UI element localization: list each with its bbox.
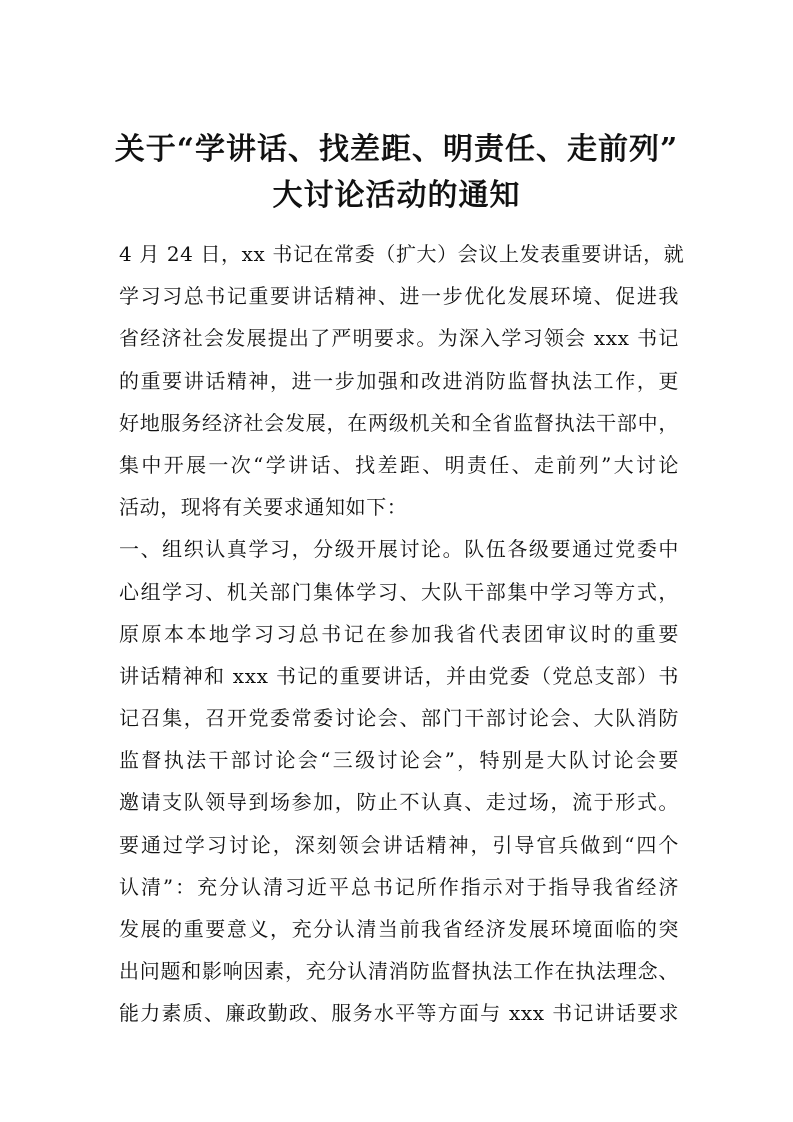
body-line: 好地服务经济社会发展，在两级机关和全省监督执法干部中， — [119, 410, 679, 435]
body-line: 活动，现将有关要求通知如下： — [119, 495, 408, 520]
body-line: 4 月 24 日，xx 书记在常委（扩大）会议上发表重要讲话，就 — [119, 242, 685, 266]
document-title-line-1: 关于“学讲话、找差距、明责任、走前列” — [114, 132, 679, 167]
document-title-line-2: 大讨论活动的通知 — [272, 178, 521, 213]
body-line: 发展的重要意义，充分认清当前我省经济发展环境面临的突 — [119, 917, 679, 941]
body-line: 监督执法干部讨论会“三级讨论会”，特别是大队讨论会要 — [119, 748, 679, 773]
body-line: 能力素质、廉政勤政、服务水平等方面与 xxx 书记讲话要求 — [119, 1001, 679, 1026]
body-line: 心组学习、机关部门集体学习、大队干部集中学习等方式， — [119, 579, 679, 604]
body-line: 原原本本地学习习总书记在参加我省代表团审议时的重要 — [119, 621, 679, 646]
body-line: 邀请支队领导到场参加，防止不认真、走过场，流于形式。 — [119, 790, 679, 815]
body-line: 讲话精神和 xxx 书记的重要讲话，并由党委（党总支部）书 — [119, 663, 679, 688]
body-line: 认清”：充分认清习近平总书记所作指示对于指导我省经济 — [119, 874, 679, 899]
body-line: 学习习总书记重要讲话精神、进一步优化发展环境、促进我 — [119, 284, 679, 309]
document-body — [119, 233, 685, 1035]
body-line: 的重要讲话精神，进一步加强和改进消防监督执法工作，更 — [119, 368, 679, 393]
body-line: 集中开展一次“学讲话、找差距、明责任、走前列”大讨论 — [119, 452, 679, 477]
body-line: 要通过学习讨论，深刻领会讲话精神，引导官兵做到“四个 — [119, 832, 679, 857]
body-line: 出问题和影响因素，充分认清消防监督执法工作在执法理念、 — [119, 959, 679, 984]
body-line: 省经济社会发展提出了严明要求。为深入学习领会 xxx 书记 — [119, 326, 679, 351]
body-line: 一、组织认真学习，分级开展讨论。队伍各级要通过党委中 — [119, 537, 679, 562]
body-line: 记召集，召开党委常委讨论会、部门干部讨论会、大队消防 — [119, 706, 679, 731]
